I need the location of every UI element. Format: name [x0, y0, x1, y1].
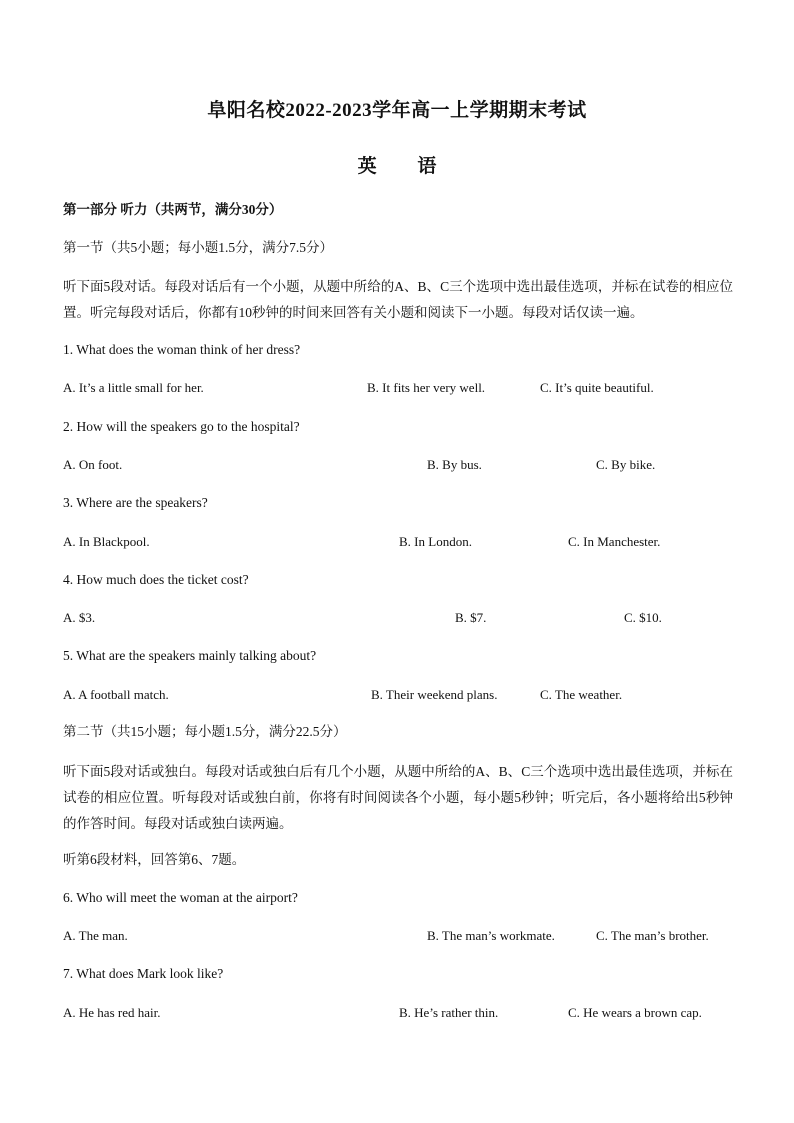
- question-5-option-a: A. A football match.: [63, 687, 169, 702]
- question-2-option-a: A. On foot.: [63, 457, 123, 472]
- question-2-stem: 2. How will the speakers go to the hospital?: [63, 419, 300, 434]
- question-2-option-c: C. By bike.: [596, 457, 656, 472]
- material-note: 听第6段材料，回答第6、7题。: [63, 852, 246, 867]
- question-3-option-b: B. In London.: [399, 534, 472, 549]
- section2-instructions: 听下面5段对话或独白。每段对话或独白后有几个小题，从题中所给的A、B、C三个选项中选出最佳选项，并标在试卷的相应位置。听每段对话或独白前，你将有时间阅读各个小题，每小题5秒钟；听完后，各小题将给出5秒钟的作答时间。每段对话或独白读两遍。: [63, 764, 733, 831]
- question-7-stem: 7. What does Mark look like?: [63, 966, 224, 981]
- section2-heading: 第二节（共15小题；每小题1.5分，满分22.5分）: [63, 724, 347, 739]
- question-6-stem: 6. Who will meet the woman at the airport?: [63, 890, 298, 905]
- question-7-option-c: C. He wears a brown cap.: [568, 1005, 702, 1020]
- question-6-option-a: A. The man.: [63, 928, 128, 943]
- question-1-option-c: C. It’s quite beautiful.: [540, 380, 654, 395]
- question-4-option-a: A. $3.: [63, 610, 96, 625]
- question-6-option-b: B. The man’s workmate.: [427, 928, 555, 943]
- question-5-stem: 5. What are the speakers mainly talking about?: [63, 648, 317, 663]
- question-7-option-b: B. He’s rather thin.: [399, 1005, 499, 1020]
- section1-instructions: 听下面5段对话。每段对话后有一个小题，从题中所给的A、B、C三个选项中选出最佳选项，并标在试卷的相应位置。听完每段对话后，你都有10秒钟的时间来回答有关小题和阅读下一小题。每段对话仅读一遍。: [63, 279, 733, 320]
- question-6-option-c: C. The man’s brother.: [596, 928, 709, 943]
- question-3-option-c: C. In Manchester.: [568, 534, 661, 549]
- question-5-option-c: C. The weather.: [540, 687, 623, 702]
- question-1-option-a: A. It’s a little small for her.: [63, 380, 204, 395]
- question-4-option-b: B. $7.: [455, 610, 487, 625]
- exam-subject: 英 语: [357, 156, 455, 177]
- question-1-option-b: B. It fits her very well.: [367, 380, 486, 395]
- question-5-option-b: B. Their weekend plans.: [371, 687, 498, 702]
- question-4-option-c: C. $10.: [624, 610, 662, 625]
- part1-heading: 第一部分 听力（共两节，满分30分）: [63, 202, 283, 217]
- question-2-option-b: B. By bus.: [427, 457, 482, 472]
- question-7-option-a: A. He has red hair.: [63, 1005, 161, 1020]
- question-3-option-a: A. In Blackpool.: [63, 534, 150, 549]
- question-4-stem: 4. How much does the ticket cost?: [63, 572, 249, 587]
- question-1-stem: 1. What does the woman think of her dress?: [63, 342, 301, 357]
- section1-heading: 第一节（共5小题；每小题1.5分，满分7.5分）: [63, 240, 333, 255]
- question-3-stem: 3. Where are the speakers?: [63, 495, 208, 510]
- exam-title: 阜阳名校2022-2023学年高一上学期期末考试: [207, 100, 587, 121]
